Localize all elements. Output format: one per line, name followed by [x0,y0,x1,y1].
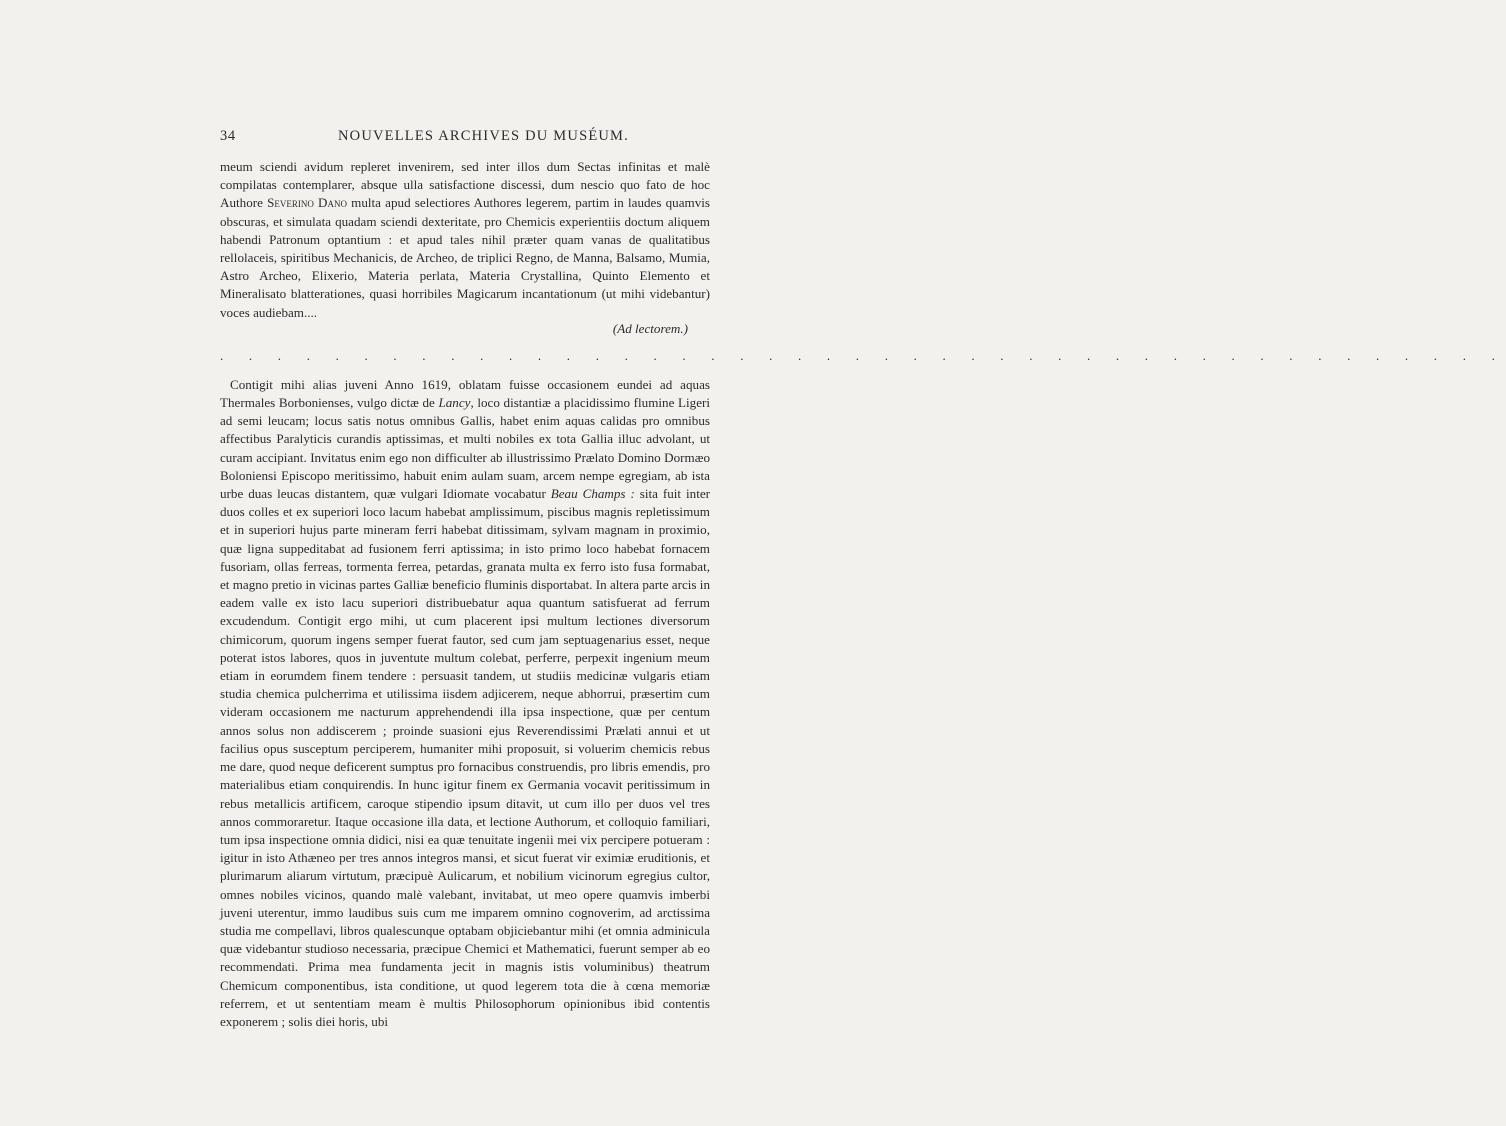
paragraph-2-text-a: Contigit mihi alias juveni Anno 1619, oblatam fuisse occasionem eundei ad aquas Thermales Borbonienses, vulgo dictæ de [220,376,710,411]
paragraph-2 [220,376,710,1031]
paragraph-1-text-a: meum sciendi avidum repleret invenirem, sed inter illos dum Sectas infinitas et malè compilatas contemplarer, absque ulla satisfactione discessi, dum nescio quo fato de hoc Authore [220,159,710,211]
paragraph-1 [220,158,710,322]
paragraph-2-text-b: , loco distantiæ a placidissimo flumine Ligeri ad semi leucam; locus satis notus omnibus Gallis, habet enim aquas calidas pro omnibus affectibus Paralyticis curandis aptissimas, et multi nobiles ex tota Gallia illuc advolant, ut curam accipiant. Invitatus enim ego non difficulter ab illustrissimo Prælato Domino Dormæo Boloniensi Episcopo meritissimo, habuit enim aulam suam, arcem nempe egregiam, ab ista urbe duas leucas distantem, quæ vulgari Idiomate vocabatur [220,395,711,502]
journal-title: NOUVELLES ARCHIVES DU MUSÉUM. [338,128,629,144]
signature-ad-lectorem: (Ad lectorem.) [612,320,688,336]
place-name-lancy: Lancy [438,395,471,411]
running-head [220,128,710,150]
ellipsis-separator: . . . . . . . . . . . . . . . . . . . . . . . . . . . . . . . . . . . . . . . . . . . . . [220,347,1506,363]
paragraph-2-text-c: sita fuit inter duos colles et ex superiori loco lacum habebat amplissimum, piscibus magnis repletissimum et in superiori hujus parte mineram ferri habebat ditissimam, sylvam magnam in proximio, quæ ligna suppeditabat ad fusionem ferri aptissima; in isto primo loco habebat fornacem fusoriam, ollas ferreas, tormenta ferrea, petardas, granata multa ex ferro isto fusa formabat, et magno pretio in vicinas partes Galliæ beneficio fluminis disportabat. In altera parte arcis in eadem valle ex isto lacu superiori distribuebatur aqua quantum satisfuerat ad ferrum excudendum. Contigit ergo mihi, ut cum placerent ipsi multum lectiones diversorum chimicorum, quorum ingens semper fuerat fautor, sed cum jam septuagenarius esset, neque poterat istos labores, quos in juventute multum colebat, perferre, perpexit ingenium meum etiam in eorumdem finem tendere : persuasit tandem, ut studiis medicinæ vulgaris etiam studia chemica pulcherrima et utilissima iisdem adjicerem, neque abhorrui, præsertim cum videram occasionem me nacturum apprehendendi illa ipsa inspectione, quæ per centum annos solus non addiscerem ; proinde suasioni ejus Reverendissimi Prælati annui et ut facilius opus susceptum perciperem, humaniter mihi proposuit, si voluerim chemicis rebus me dare, quod neque deficerent sumptus pro fornacibus construendis, pro libris emendis, pro materialibus etiam conquirendis. In hunc igitur finem ex Germania vocavit peritissimum in rebus metallicis artificem, caroque stipendio ipsum ditavit, ut cum illo per duos vel tres annos commoraretur. Itaque occasione illa data, et lectione Authorum, et colloquio familiari, tum ipsa inspectione omnia didici, nisi ea quæ tenuitate ingenii mei vix percipere potueram : igitur in isto Athæneo per tres annos integros mansi, et sicut fuerat vir eximiæ eruditionis, et plurimarum aliarum virtutum, præcipuè Aulicarum, et nobilium vicinorum egregius cultor, omnes nobiles vicinos, quando malè valebant, invitabat, ut meo opere quamvis imberbi juveni uterentur, immo laudibus suis cum me imparem omnino cognoverim, ad arctissima studia me compellavi, libros qualescunque optabam objiciebantur mihi (et omnia adminicula quæ videbantur studioso necessaria, præcipue Chemici et Mathematici, fuerunt semper ab eo recommendati. Prima mea fundamenta jecit in magnis istis voluminibus) theatrum Chemicum componentibus, ista conditione, ut quod legerem tota die à cœna memoriæ referrem, et ut sententiam meam è multis Philosophorum opinionibus ibid contentis exponerem ; solis diei horis, ubi [220,486,710,1029]
place-name-beau-champs: Beau Champs : [550,486,635,502]
page-number: 34 [220,128,236,144]
author-name: Severino Dano [267,195,347,211]
paragraph-1-text-b: multa apud selectiores Authores legerem, partim in laudes quamvis obscuras, et simulata quadam sciendi dexteritate, pro Chemicis experientiis doctum aliquem habendi Patronum optantium : et apud tales nihil præter quam vanas de qualitatibus rellolaceis, spiritibus Mechanicis, de Archeo, de triplici Regno, de Manna, Balsamo, Mumia, Astro Archeo, Elixerio, Materia perlata, Materia Crystallina, Quinto Elemento et Mineralisato blatterationes, quasi horribiles Magicarum incantationum (ut mihi videbantur) voces audiebam.... [220,195,710,320]
page-content [220,128,1506,1031]
